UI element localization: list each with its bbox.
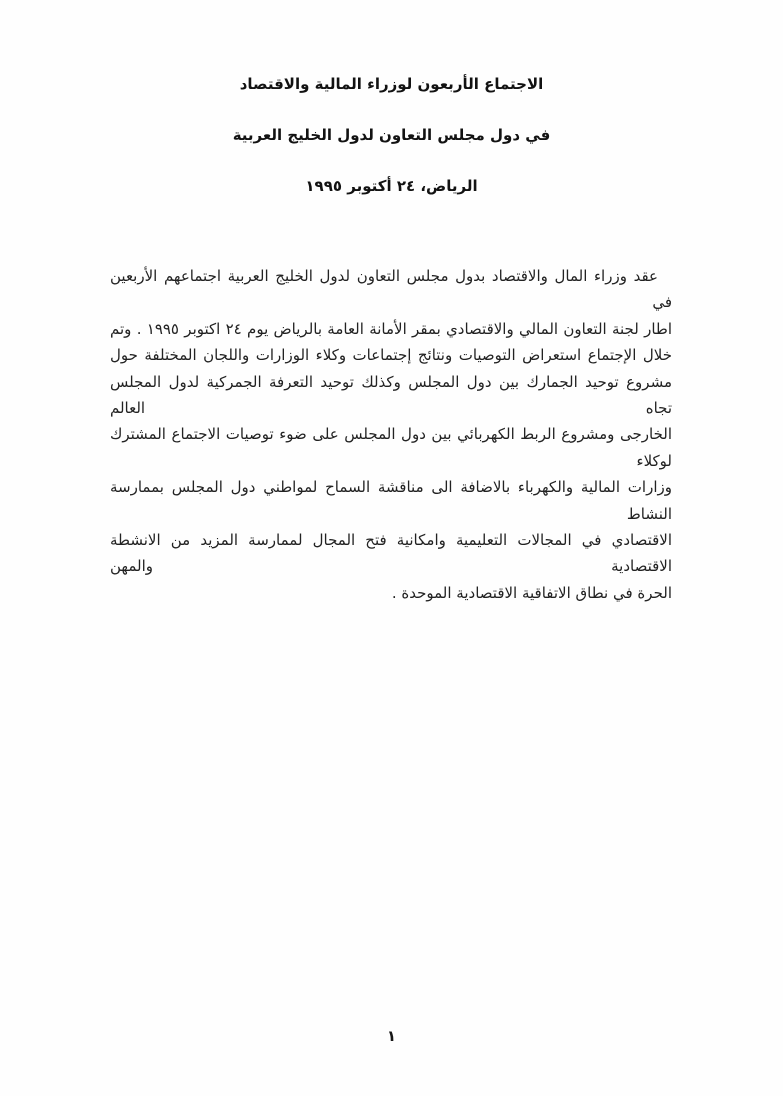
paragraph-line: الاقتصادي في المجالات التعليمية وامكانية فتح المجال لممارسة المزيد من الانشطة الاقتصادية والمهن <box>110 531 672 576</box>
title-line-organization: في دول مجلس التعاون لدول الخليج العربية <box>232 126 551 144</box>
title-line-place-date: الرياض، ٢٤ أكتوبر ١٩٩٥ <box>305 177 478 195</box>
paragraph-line: الخارجى ومشروع الربط الكهربائي بين دول المجلس على ضوء توصيات الاجتماع المشترك لوكلاء <box>110 425 672 470</box>
title-line-meeting: الاجتماع الأربعون لوزراء المالية والاقتصاد <box>239 75 544 93</box>
paragraph-line: اطار لجنة التعاون المالي والاقتصادي بمقر الأمانة العامة بالرياض يوم ٢٤ اكتوبر ١٩٩٥ . وتم <box>110 319 672 338</box>
document-title-block <box>0 74 783 227</box>
paragraph-line: الحرة في نطاق الاتفاقية الاقتصادية الموحدة . <box>391 583 672 602</box>
paragraph-line: عقد وزراء المال والاقتصاد بدول مجلس التعاون لدول الخليج العربية اجتماعهم الأربعين في <box>110 267 672 312</box>
paragraph-line: خلال الإجتماع استعراض التوصيات ونتائج إجتماعات وكلاء الوزارات واللجان المختلفة حول <box>110 346 672 365</box>
document-body-paragraph <box>110 263 672 606</box>
paragraph-line: وزارات المالية والكهرباء بالاضافة الى مناقشة السماح لمواطني دول المجلس بممارسة النشاط <box>110 478 672 523</box>
paragraph-line: مشروع توحيد الجمارك بين دول المجلس وكذلك توحيد التعرفة الجمركية لدول المجلس تجاه العالم <box>110 372 672 418</box>
page-number: ١ <box>386 1027 397 1045</box>
